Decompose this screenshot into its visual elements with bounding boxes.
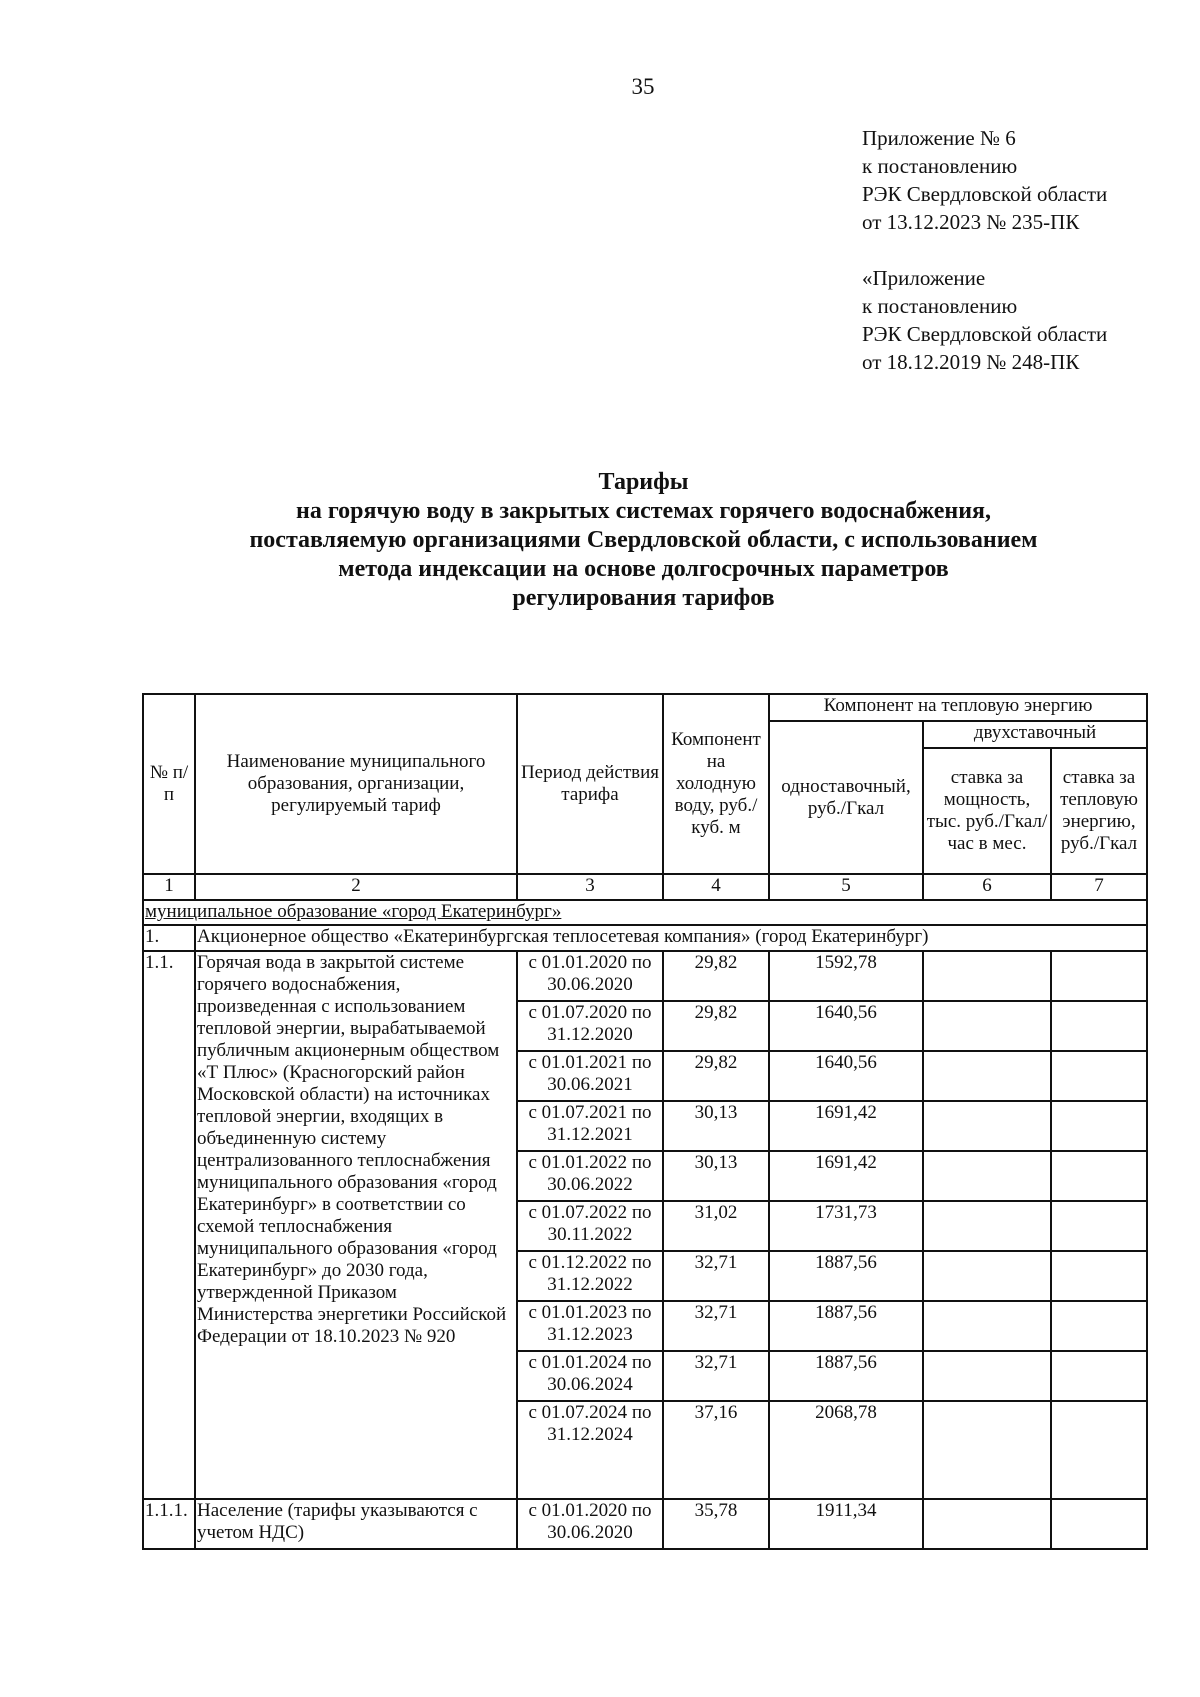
appendix-line: к постановлению: [862, 294, 1018, 318]
energy-rate-value: [1051, 1401, 1147, 1499]
cold-water-value: 32,71: [663, 1351, 769, 1401]
org-name: Акционерное общество «Екатеринбургская теплосетевая компания» (город Екатеринбург): [195, 925, 1147, 951]
column-number: 1: [143, 874, 195, 900]
single-rate-value: 1592,78: [769, 951, 923, 1001]
energy-rate-value: [1051, 1351, 1147, 1401]
capacity-rate-value: [923, 1251, 1051, 1301]
cold-water-value: 29,82: [663, 1051, 769, 1101]
period-to: 30.06.2020: [547, 974, 633, 995]
appendix-line: РЭК Свердловской области: [862, 182, 1108, 206]
cold-water-value: 31,02: [663, 1201, 769, 1251]
capacity-rate-value: [923, 1101, 1051, 1151]
period-cell: [517, 1301, 663, 1351]
period-cell: [517, 951, 663, 1001]
page-number: 35: [631, 74, 655, 99]
cold-water-value: 32,71: [663, 1251, 769, 1301]
row-num: 1.1.: [143, 951, 195, 1499]
header-cold-water: Компонент на холодную воду, руб./куб. м: [663, 694, 769, 874]
period-from: с 01.01.2020 по: [528, 952, 652, 973]
capacity-rate-value: [923, 1051, 1051, 1101]
cold-water-value: 37,16: [663, 1401, 769, 1499]
header-single-rate: одноставочный, руб./Гкал: [769, 721, 923, 874]
appendix-line: от 18.12.2019 № 248-ПК: [862, 350, 1080, 374]
capacity-rate-value: [923, 1301, 1051, 1351]
period-cell: [517, 1401, 663, 1499]
energy-rate-value: [1051, 1499, 1147, 1549]
period-to: 31.12.2022: [547, 1274, 633, 1295]
period-from: с 01.01.2022 по: [528, 1152, 652, 1173]
single-rate-value: 2068,78: [769, 1401, 923, 1499]
period-to: 30.06.2024: [547, 1374, 633, 1395]
period-to: 30.06.2021: [547, 1074, 633, 1095]
single-rate-value: 1691,42: [769, 1151, 923, 1201]
table-row: [143, 951, 1147, 1001]
period-cell: [517, 1001, 663, 1051]
cold-water-value: 32,71: [663, 1301, 769, 1351]
energy-rate-value: [1051, 1201, 1147, 1251]
period-to: 30.06.2020: [547, 1522, 633, 1543]
single-rate-value: 1911,34: [769, 1499, 923, 1549]
column-number: 3: [517, 874, 663, 900]
period-to: 31.12.2024: [547, 1424, 633, 1445]
header-period: Период действия тарифа: [517, 694, 663, 874]
capacity-rate-value: [923, 951, 1051, 1001]
energy-rate-value: [1051, 1001, 1147, 1051]
cold-water-value: 29,82: [663, 1001, 769, 1051]
row-description: Население (тарифы указываются с учетом НДС): [195, 1499, 517, 1549]
period-to: 31.12.2021: [547, 1124, 633, 1145]
column-number: 4: [663, 874, 769, 900]
period-from: с 01.07.2021 по: [528, 1102, 652, 1123]
period-to: 31.12.2023: [547, 1324, 633, 1345]
appendix-line: Приложение № 6: [862, 126, 1016, 150]
period-from: с 01.01.2024 по: [528, 1352, 652, 1373]
capacity-rate-value: [923, 1401, 1051, 1499]
table-row: [143, 1499, 1147, 1549]
period-from: с 01.07.2024 по: [528, 1402, 652, 1423]
period-cell: [517, 1101, 663, 1151]
period-from: с 01.07.2022 по: [528, 1202, 652, 1223]
cold-water-value: 30,13: [663, 1101, 769, 1151]
period-cell: [517, 1351, 663, 1401]
period-from: с 01.01.2020 по: [528, 1500, 652, 1521]
title-line: на горячую воду в закрытых системах горячего водоснабжения,: [295, 498, 991, 524]
period-cell: [517, 1151, 663, 1201]
period-cell: [517, 1201, 663, 1251]
document-title: [142, 468, 1145, 613]
row-description: Горячая вода в закрытой системе горячего водоснабжения, произведенная с использованием тепловой энергии, вырабатываемой публичным акционерным обществом «Т Плюс» (Красногорский район Московской области) на источниках тепловой энергии, входящих в объединенную систему централизованного теплоснабжения муниципального образования «город Екатеринбург» в соответствии со схемой теплоснабжения муниципального образования «город Екатеринбург» до 2030 года, утвержденной Приказом Министерства энергетики Российской Федерации от 18.10.2023 № 920: [195, 951, 517, 1499]
header-heat-component: Компонент на тепловую энергию: [769, 694, 1147, 721]
capacity-rate-value: [923, 1001, 1051, 1051]
tariffs-table: [142, 693, 1148, 1550]
header-energy-rate: ставка за тепловую энергию, руб./Гкал: [1051, 748, 1147, 874]
header-two-rate: двухставочный: [923, 721, 1147, 748]
capacity-rate-value: [923, 1499, 1051, 1549]
section-municipality: муниципальное образование «город Екатеринбург»: [143, 900, 1147, 925]
cold-water-value: 29,82: [663, 951, 769, 1001]
capacity-rate-value: [923, 1351, 1051, 1401]
title-line: регулирования тарифов: [512, 585, 775, 611]
appendix-line: к постановлению: [862, 154, 1018, 178]
energy-rate-value: [1051, 1251, 1147, 1301]
column-number-row: [143, 874, 1147, 900]
cold-water-value: 35,78: [663, 1499, 769, 1549]
single-rate-value: 1887,56: [769, 1351, 923, 1401]
period-to: 30.11.2022: [547, 1224, 633, 1245]
period-cell: [517, 1051, 663, 1101]
title-line: метода индексации на основе долгосрочных параметров: [338, 556, 949, 582]
header-name: Наименование муниципального образования, организации, регулируемый тариф: [195, 694, 517, 874]
org-num: 1.: [143, 925, 195, 951]
organization-row: [143, 925, 1147, 951]
period-to: 31.12.2020: [547, 1024, 633, 1045]
column-number: 6: [923, 874, 1051, 900]
period-from: с 01.07.2020 по: [528, 1002, 652, 1023]
column-number: 5: [769, 874, 923, 900]
appendix-line: «Приложение: [862, 266, 986, 290]
period-to: 30.06.2022: [547, 1174, 633, 1195]
appendix-reference-current: [862, 124, 1107, 236]
column-number: 7: [1051, 874, 1147, 900]
energy-rate-value: [1051, 1301, 1147, 1351]
single-rate-value: 1640,56: [769, 1051, 923, 1101]
column-number: 2: [195, 874, 517, 900]
single-rate-value: 1887,56: [769, 1301, 923, 1351]
appendix-line: от 13.12.2023 № 235-ПК: [862, 210, 1080, 234]
period-from: с 01.12.2022 по: [528, 1252, 652, 1273]
appendix-reference-original: [862, 264, 1107, 376]
period-cell: [517, 1251, 663, 1301]
table-header-row: [143, 694, 1147, 721]
period-from: с 01.01.2021 по: [528, 1052, 652, 1073]
capacity-rate-value: [923, 1151, 1051, 1201]
title-line: поставляемую организациями Свердловской области, с использованием: [249, 527, 1038, 553]
energy-rate-value: [1051, 1101, 1147, 1151]
header-num: № п/п: [143, 694, 195, 874]
single-rate-value: 1887,56: [769, 1251, 923, 1301]
capacity-rate-value: [923, 1201, 1051, 1251]
single-rate-value: 1731,73: [769, 1201, 923, 1251]
energy-rate-value: [1051, 1151, 1147, 1201]
energy-rate-value: [1051, 951, 1147, 1001]
cold-water-value: 30,13: [663, 1151, 769, 1201]
row-num: 1.1.1.: [143, 1499, 195, 1549]
header-capacity-rate: ставка за мощность, тыс. руб./Гкал/час в мес.: [923, 748, 1051, 874]
period-from: с 01.01.2023 по: [528, 1302, 652, 1323]
section-row: [143, 900, 1147, 925]
energy-rate-value: [1051, 1051, 1147, 1101]
single-rate-value: 1691,42: [769, 1101, 923, 1151]
single-rate-value: 1640,56: [769, 1001, 923, 1051]
title-line: Тарифы: [598, 469, 689, 495]
appendix-line: РЭК Свердловской области: [862, 322, 1108, 346]
period-cell: [517, 1499, 663, 1549]
